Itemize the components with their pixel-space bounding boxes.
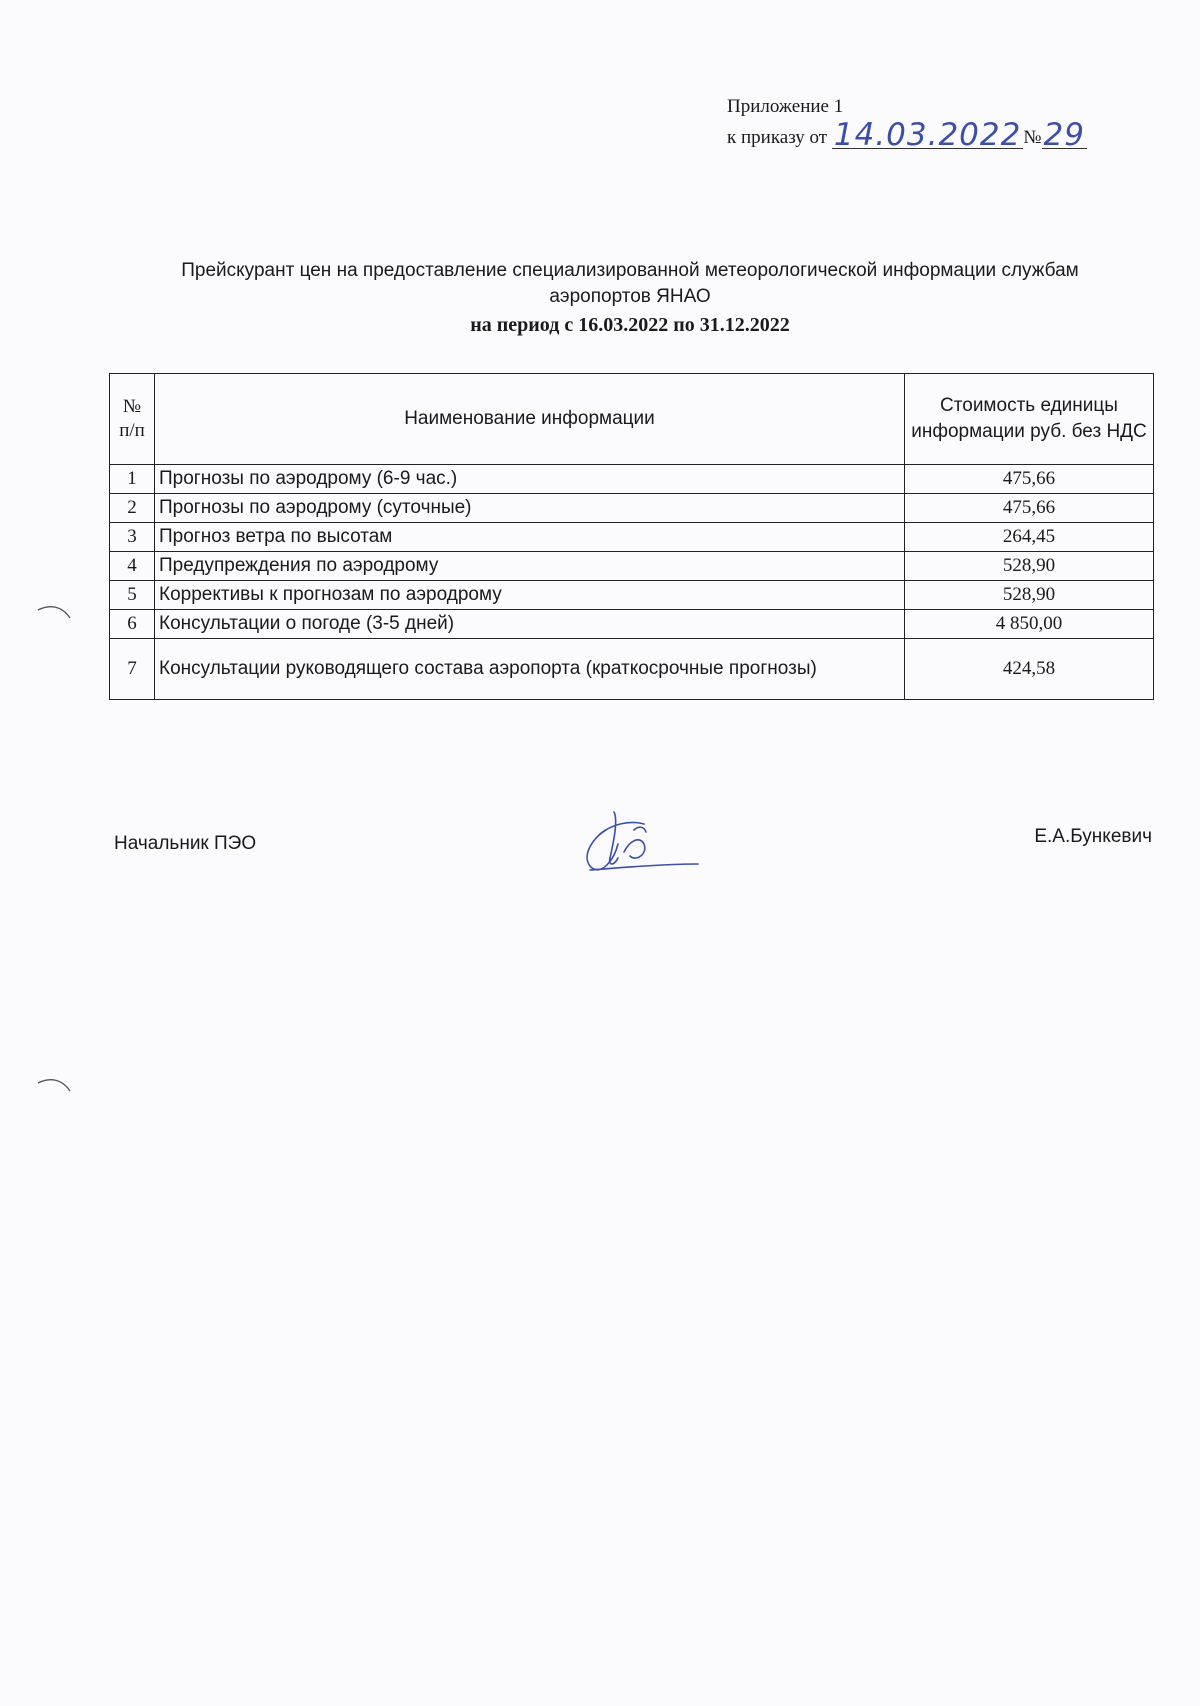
row-name: Коррективы к прогнозам по аэродрому <box>155 581 905 610</box>
row-price: 528,90 <box>905 581 1154 610</box>
row-num: 5 <box>110 581 155 610</box>
row-name: Консультации о погоде (3-5 дней) <box>155 610 905 639</box>
row-num: 1 <box>110 465 155 494</box>
table-row <box>110 552 1154 581</box>
row-name: Консультации руководящего состава аэропорта (краткосрочные прогнозы) <box>155 639 905 700</box>
signatory-name: Е.А.Бункевич <box>1034 826 1152 847</box>
order-number-sign: № <box>1023 127 1042 148</box>
table-row <box>110 610 1154 639</box>
price-table <box>109 373 1154 700</box>
table-row <box>110 494 1154 523</box>
row-num: 4 <box>110 552 155 581</box>
header-name: Наименование информации <box>155 374 905 465</box>
row-price: 528,90 <box>905 552 1154 581</box>
row-price: 475,66 <box>905 494 1154 523</box>
row-name: Прогнозы по аэродрому (суточные) <box>155 494 905 523</box>
order-date-field <box>832 117 1024 153</box>
table-header-row <box>110 374 1154 465</box>
row-num: 2 <box>110 494 155 523</box>
document-title <box>100 258 1160 340</box>
row-num: 3 <box>110 523 155 552</box>
table-row <box>110 639 1154 700</box>
title-period: на период с 16.03.2022 по 31.12.2022 <box>470 314 790 336</box>
appendix-label: Приложение 1 <box>727 96 844 117</box>
order-reference <box>727 117 1087 153</box>
row-name: Предупреждения по аэродрому <box>155 552 905 581</box>
appendix-reference <box>727 93 1087 151</box>
row-price: 264,45 <box>905 523 1154 552</box>
order-number-handwritten: 29 <box>1043 117 1085 153</box>
order-number-field <box>1042 117 1087 153</box>
punch-hole-mark <box>34 600 74 630</box>
table-row <box>110 465 1154 494</box>
table-row <box>110 581 1154 610</box>
row-num: 7 <box>110 639 155 700</box>
table-row <box>110 523 1154 552</box>
row-num: 6 <box>110 610 155 639</box>
handwritten-signature <box>578 800 708 880</box>
order-date-handwritten: 14.03.2022 <box>833 117 1022 153</box>
punch-hole-mark <box>34 1073 74 1103</box>
row-name: Прогнозы по аэродрому (6-9 час.) <box>155 465 905 494</box>
header-num: № п/п <box>110 374 155 465</box>
row-price: 4 850,00 <box>905 610 1154 639</box>
row-name: Прогноз ветра по высотам <box>155 523 905 552</box>
row-price: 475,66 <box>905 465 1154 494</box>
header-price: Стоимость единицы информации руб. без НДС <box>905 374 1154 465</box>
title-line-2: аэропортов ЯНАО <box>549 286 711 307</box>
signatory-position: Начальник ПЭО <box>114 833 257 854</box>
order-prefix: к приказу от <box>727 127 828 148</box>
title-line-1: Прейскурант цен на предоставление специализированной метеорологической информации службам <box>181 260 1079 281</box>
row-price: 424,58 <box>905 639 1154 700</box>
